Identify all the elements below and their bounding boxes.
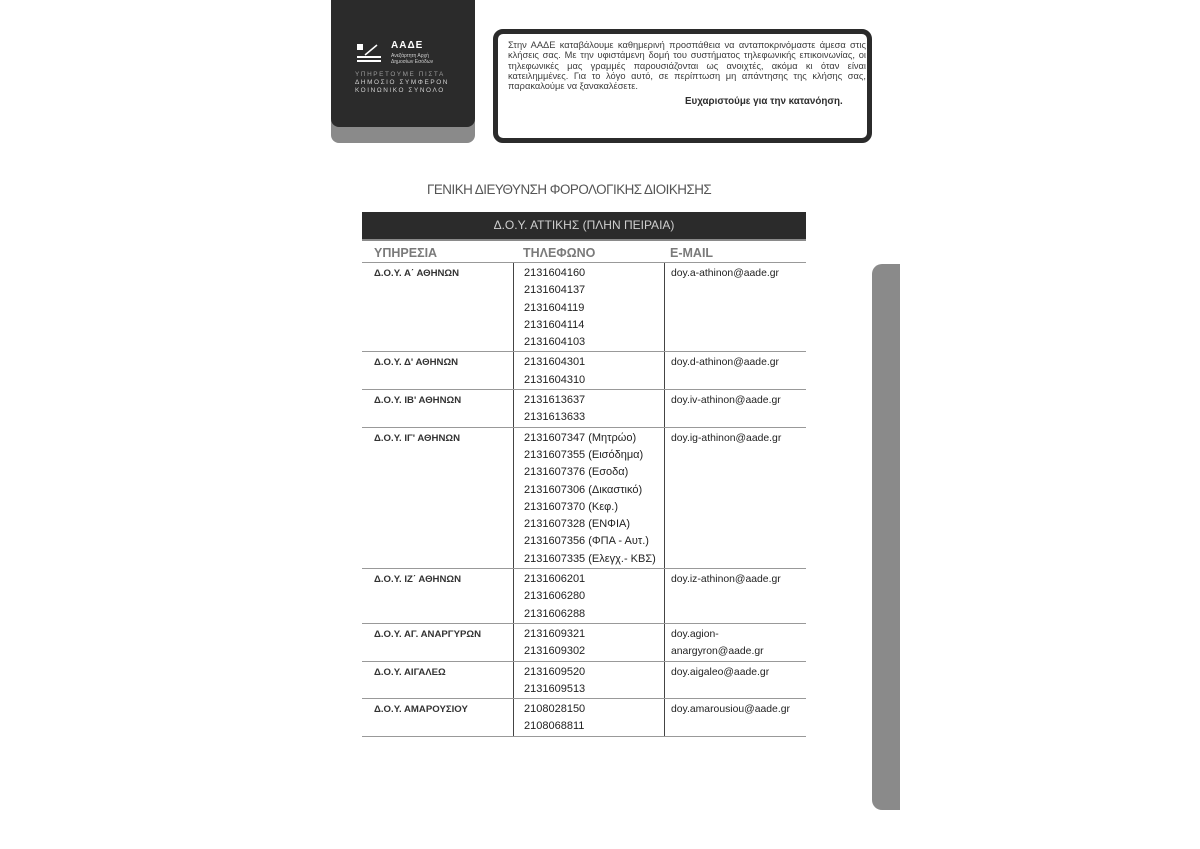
phone-number: 2131604103	[524, 336, 586, 349]
phone-cell	[513, 263, 664, 351]
phone-number: 2108028150	[524, 703, 586, 716]
phone-cell	[513, 569, 664, 623]
phone-number: 2131604114	[524, 318, 585, 331]
logo-subtitle-line: Δημοσίων Εσόδων	[391, 59, 434, 65]
notice-thanks: Ευχαριστούμε για την κατανόηση.	[685, 96, 843, 107]
table-body	[362, 263, 806, 737]
phone-number: 2131606288	[524, 607, 586, 620]
office-name: Δ.Ο.Υ. ΙΒ' ΑΘΗΝΩΝ	[374, 395, 462, 407]
phone-number: 2131607355 (Εισόδημα)	[524, 448, 644, 461]
phone-number: 2131609513	[524, 682, 586, 695]
side-tab	[872, 264, 900, 810]
phone-number: 2108068811	[524, 720, 585, 733]
phone-number: 2131607328 (ΕΝΦΙΑ)	[524, 518, 631, 531]
phone-number: 2131604137	[524, 284, 586, 297]
phone-number: 2131604160	[524, 267, 586, 279]
motto-line: ΥΠΗΡΕΤΟΥΜΕ ΠΙΣΤΑ	[355, 71, 445, 78]
email-link[interactable]: doy.amarousiou@aade.gr	[664, 699, 806, 736]
email-link[interactable]: doy.d-athinon@aade.gr	[664, 352, 806, 389]
header-email: E-MAIL	[670, 246, 714, 260]
phone-number: 2131613637	[524, 394, 586, 407]
logo-name: ΑΑΔΕ	[391, 40, 424, 51]
phone-number: 2131609302	[524, 645, 586, 658]
phone-number: 2131607335 (Ελεγχ.- ΚΒΣ)	[524, 552, 656, 565]
office-name: Δ.Ο.Υ. ΙΖ΄ ΑΘΗΝΩΝ	[374, 574, 462, 586]
phone-cell	[513, 699, 664, 736]
table-header	[362, 241, 806, 263]
table-row	[362, 624, 806, 662]
phone-cell	[513, 428, 664, 568]
phone-number: 2131609520	[524, 665, 586, 678]
email-link[interactable]: doy.agion-​anargyron@aade.gr	[664, 624, 806, 661]
aade-logo-icon	[357, 44, 381, 62]
table-row	[362, 569, 806, 624]
phone-cell	[513, 352, 664, 389]
notice-box	[493, 29, 872, 143]
table-title: Δ.Ο.Υ. ΑΤΤΙΚΗΣ (ΠΛΗΝ ΠΕΙΡΑΙΑ)	[362, 212, 806, 239]
office-name: Δ.Ο.Υ. ΑΓ. ΑΝΑΡΓΥΡΩΝ	[374, 628, 481, 640]
email-link[interactable]: doy.aigaleo@aade.gr	[664, 662, 806, 699]
office-name: Δ.Ο.Υ. ΙΓ' ΑΘΗΝΩΝ	[374, 432, 460, 444]
email-link[interactable]: doy.a-athinon@aade.gr	[664, 263, 806, 351]
page-heading: ΓΕΝΙΚΗ ΔΙΕΥΘΥΝΣΗ ΦΟΡΟΛΟΓΙΚΗΣ ΔΙΟΙΚΗΣΗΣ	[427, 182, 712, 197]
email-link[interactable]: doy.iz-athinon@aade.gr	[664, 569, 806, 623]
office-name: Δ.Ο.Υ. Δ' ΑΘΗΝΩΝ	[374, 357, 459, 369]
logo-subtitle	[391, 53, 461, 65]
phone-number: 2131607370 (Κεφ.)	[524, 500, 618, 513]
logo-subtitle-line: Ανεξάρτητη Αρχή	[391, 53, 429, 59]
phone-number: 2131613633	[524, 411, 586, 424]
phone-number: 2131604301	[524, 356, 586, 369]
header-service: ΥΠΗΡΕΣΙΑ	[374, 246, 438, 260]
motto-line: ΔΗΜΟΣΙΟ ΣΥΜΦΕΡΟΝ	[355, 79, 449, 86]
phone-cell	[513, 624, 664, 661]
email-link[interactable]: doy.ig-athinon@aade.gr	[664, 428, 806, 568]
table-row	[362, 699, 806, 737]
email-link[interactable]: doy.iv-athinon@aade.gr	[664, 390, 806, 427]
phone-number: 2131604119	[524, 301, 585, 314]
table-row	[362, 428, 806, 569]
table-row	[362, 390, 806, 428]
office-name: Δ.Ο.Υ. ΑΜΑΡΟΥΣΙΟΥ	[374, 704, 468, 716]
table-row	[362, 263, 806, 352]
table-row	[362, 352, 806, 390]
office-name: Δ.Ο.Υ. Α΄ ΑΘΗΝΩΝ	[374, 268, 460, 279]
directory-table	[362, 212, 806, 737]
header-phone: ΤΗΛΕΦΩΝΟ	[523, 246, 596, 260]
phone-number: 2131607376 (Εσοδα)	[524, 466, 629, 479]
phone-number: 2131607306 (Δικαστικό)	[524, 483, 643, 496]
table-row	[362, 662, 806, 700]
aade-logo	[331, 0, 475, 127]
logo-motto	[355, 71, 449, 95]
phone-number: 2131606201	[524, 573, 586, 586]
phone-number: 2131604310	[524, 373, 586, 386]
notice-text: Στην ΑΑΔΕ καταβάλουμε καθημερινή προσπάθεια να ανταποκρινόμαστε άμεσα στις κλήσεις σας. Με την υφιστάμενη δομή του συστήματος τηλεφωνικής επικοινωνίας, οι τηλεφωνικές μας γραμμές παρουσιάζονται ως ανοιχτές, ακόμα κι όταν είναι κατειλημμένες. Για το λόγο αυτό, σε περίπτωση μη απάντησης της κλήσης σας, παρακαλούμε να ξανακαλέσετε.	[508, 40, 866, 92]
phone-cell	[513, 390, 664, 427]
office-name: Δ.Ο.Υ. ΑΙΓΑΛΕΩ	[374, 666, 446, 678]
motto-line: ΚΟΙΝΩΝΙΚΟ ΣΥΝΟΛΟ	[355, 87, 445, 94]
phone-number: 2131609321	[524, 627, 586, 640]
phone-cell	[513, 662, 664, 699]
phone-number: 2131606280	[524, 590, 586, 603]
phone-number: 2131607356 (ΦΠΑ - Αυτ.)	[524, 535, 649, 548]
phone-number: 2131607347 (Μητρώο)	[524, 431, 637, 444]
